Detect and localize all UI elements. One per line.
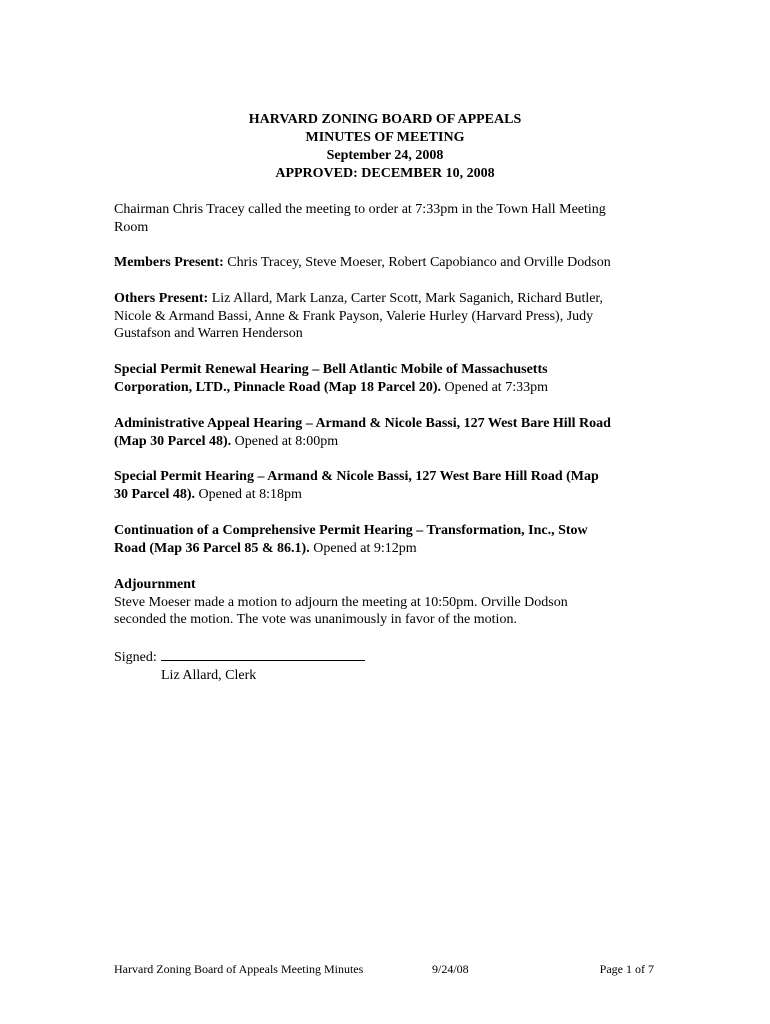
- board-title: HARVARD ZONING BOARD OF APPEALS: [248, 112, 522, 127]
- signature-block: [114, 648, 659, 684]
- members-list: Chris Tracey, Steve Moeser, Robert Capobianco and Orville Dodson: [223, 255, 611, 270]
- approval-date: APPROVED: DECEMBER 10, 2008: [275, 166, 495, 181]
- adjournment-section: [114, 576, 659, 629]
- page-number: Page 1 of 7: [599, 962, 654, 976]
- agenda-item-title-line-2: (Map 30 Parcel 48).: [114, 433, 232, 449]
- signature-line: [161, 648, 365, 661]
- agenda-item: [114, 468, 659, 503]
- footer-date: 9/24/08: [432, 962, 469, 976]
- agenda-item-opened: Opened at 7:33pm: [441, 379, 548, 395]
- others-present: [114, 290, 659, 343]
- agenda-item-opened: Opened at 8:18pm: [195, 486, 302, 502]
- agenda-item-title-line-2: Road (Map 36 Parcel 85 & 86.1).: [114, 540, 310, 556]
- others-line-2: Nicole & Armand Bassi, Anne & Frank Payson, Valerie Hurley (Harvard Press), Judy: [114, 308, 594, 324]
- agenda-item-title-line-2: Corporation, LTD., Pinnacle Road (Map 18 Parcel 20).: [114, 379, 442, 395]
- others-label: Others Present:: [114, 291, 209, 306]
- opening-paragraph: [114, 201, 659, 236]
- signed-label: Signed:: [114, 650, 157, 665]
- minutes-title: MINUTES OF MEETING: [305, 130, 465, 145]
- agenda-item: [114, 522, 659, 557]
- agenda-item: [114, 415, 659, 450]
- agenda-item: [114, 361, 659, 396]
- document-header: [0, 111, 770, 183]
- adjournment-line-1: Steve Moeser made a motion to adjourn the meeting at 10:50pm. Orville Dodson: [114, 594, 568, 610]
- members-present: [114, 254, 659, 272]
- adjournment-heading: Adjournment: [114, 577, 196, 592]
- agenda-item-title-line-1: Special Permit Hearing – Armand & Nicole Bassi, 127 West Bare Hill Road (Map: [114, 469, 599, 484]
- opening-line-1: Chairman Chris Tracey called the meeting to order at 7:33pm in the Town Hall Meeting: [114, 202, 606, 217]
- others-line-1: Liz Allard, Mark Lanza, Carter Scott, Mark Saganich, Richard Butler,: [208, 291, 604, 306]
- adjournment-line-2: seconded the motion. The vote was unanimously in favor of the motion.: [114, 612, 517, 627]
- agenda-item-title-line-2: 30 Parcel 48).: [114, 486, 195, 502]
- members-label: Members Present:: [114, 255, 224, 270]
- signer-name: Liz Allard, Clerk: [161, 667, 257, 683]
- meeting-date: September 24, 2008: [326, 148, 444, 163]
- agenda-item-opened: Opened at 9:12pm: [309, 540, 417, 556]
- agenda-item-title-line-1: Administrative Appeal Hearing – Armand & Nicole Bassi, 127 West Bare Hill Road: [114, 416, 611, 431]
- agenda-item-title-line-1: Continuation of a Comprehensive Permit Hearing – Transformation, Inc., Stow: [114, 523, 588, 538]
- agenda-item-title-line-1: Special Permit Renewal Hearing – Bell Atlantic Mobile of Massachusetts: [114, 362, 548, 377]
- footer-title: Harvard Zoning Board of Appeals Meeting Minutes: [114, 962, 364, 976]
- opening-line-2: Room: [114, 219, 149, 235]
- agenda-item-opened: Opened at 8:00pm: [231, 433, 339, 449]
- others-line-3: Gustafson and Warren Henderson: [114, 326, 303, 341]
